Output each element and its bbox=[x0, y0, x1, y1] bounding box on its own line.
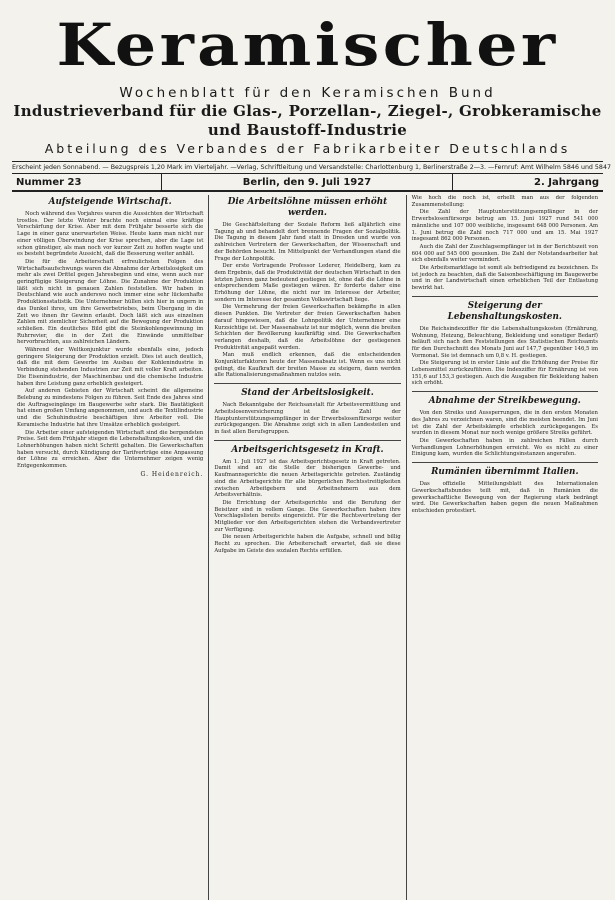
article-divider bbox=[412, 462, 598, 463]
article-divider bbox=[412, 391, 598, 392]
article-heading: Abnahme der Streikbewegung. bbox=[428, 396, 581, 407]
article-divider bbox=[214, 440, 400, 441]
article-heading: Steigerung der Lebenshaltungskosten. bbox=[447, 300, 562, 322]
article-heading: Stand der Arbeitslosigkeit. bbox=[241, 388, 374, 399]
article-paragraph: Die Arbeiter einer aufsteigenden Wirtschaft sind die bergendsten Preise. Seit dem Frühjahr stiegen die Lebenshaltungskosten, und die Lohnerhöhungen haben nicht Schritt gehalten. Die Gewerkschaften haben versucht, durch Kündigung der Tarifverträge eine Anpassung der Löhne zu erreichen. Aber die Unternehmer zeigen wenig Entgegenkommen. bbox=[17, 429, 204, 470]
article-columns bbox=[12, 195, 603, 900]
article-paragraph: Noch während des Vorjahres waren die Aussichten der Wirtschaft trostlos. Der letzte Winter brachte noch einmal eine kräftige Verschärfung der Krise. Aber mit dem Frühjahr besserte sich die Lage in einer ganz unerwarteten Weise. Heute kann man nicht nur einer völligen Überwindung der Krise sprechen, aber die Lage ist schon günstiger, als man noch vor kurzer Zeit zu hoffen wagte und es besteht begründete Aussicht, daß die Besserung weiter anhält. bbox=[17, 211, 204, 258]
issue-number: Nummer 23 bbox=[12, 174, 162, 190]
article-signature: G. Heidenreich. bbox=[140, 470, 204, 478]
article-paragraph: Von den Streiks und Aussperrungen, die in den ersten Monaten des Jahres zu verzeichnen waren, sind die meisten beendet. Im Juni ist die Zahl der Arbeitskämpfe erheblich zurückgegangen. Es wurden in diesem Monat nur noch wenige größere Streiks geführt. bbox=[411, 410, 598, 437]
article-heading: Die Arbeitslöhne müssen erhöht werden. bbox=[227, 197, 388, 218]
article-heading: Aufsteigende Wirtschaft. bbox=[48, 197, 172, 207]
article-paragraph: Die Arbeitsmarktlage ist somit als befriedigend zu bezeichnen. Es ist jedoch zu beachten, daß die Saisonbeschäftigung im Baugewerbe und in der Landwirtschaft einen erheblichen Teil der Entlastung bewirkt hat. bbox=[411, 265, 598, 292]
column-2 bbox=[208, 195, 405, 900]
issue-bar bbox=[12, 174, 603, 192]
article-paragraph: Am 1. Juli 1927 ist das Arbeitsgerichtsgesetz in Kraft getreten. Damit sind an die Stelle der bisherigen Gewerbe- und Kaufmannsgerichte die neuen Arbeitsgerichte getreten. Zuständig sind die Arbeitsgerichte für alle bürgerlichen Rechtsstreitigkeiten zwischen Arbeitgebern und Arbeitnehmern aus dem Arbeitsverhältnis. bbox=[214, 458, 401, 499]
publisher-address: Verlag, Schriftleitung und Versandstelle: Charlottenburg 1, Berlinerstraße 2—3. — bbox=[236, 164, 495, 171]
masthead-title: Keramischer bbox=[56, 11, 559, 79]
column-3 bbox=[406, 195, 603, 900]
article-paragraph: Die Steigerung ist in erster Linie auf die Erhöhung der Preise für Lebensmittel zurückzuführen. Die Indexziffer für Ernährung ist von 151,6 auf 153,3 gestiegen. Auch die Ausgaben für Bekleidung haben sich erhöht. bbox=[411, 360, 598, 387]
masthead bbox=[12, 10, 603, 82]
article-paragraph: Man muß endlich erkennen, daß die entscheidenden Konjunkturfaktoren heute der Massenabsatz ist. Wenn es uns nicht gelingt, die Kaufkraft der breiten Masse zu steigern, dann werden alle Rationalisierungsmaßnahmen nutzlos sein. bbox=[214, 352, 401, 379]
publication-schedule: Erscheint jeden Sonnabend. — Bezugspreis 1,20 Mark im Vierteljahr. — bbox=[12, 164, 237, 171]
article-divider bbox=[412, 296, 598, 297]
article-paragraph: Die für die Arbeiterschaft erfreulichsten Folgen des Wirtschaftsaufschwungs waren die Abnahme der Arbeitslosigkeit um mehr als zwei Drittel gegen Jahresbeginn und eine, wenn auch nur geringfügige Steigerung der Löhne. Die Zunahme der Produktion läßt sich nicht in genauen Zahlen feststellen. Wir haben in Deutschland wie auch anderswo noch immer eine sehr lückenhafte Produktionsstatistik. Die Unternehmer hüllen sich hier in ungern in das Dunkel ihres, um ihre Gewerbetriebes, beim Übergang in die Zeit wo ihnen ihr Gewinn erlaubt. Doch läßt sich aus einzelnen Zahlen mit ziemlicher Sicherheit auf die Bewegung der Produktion schließen. Ein deutliches Bild gibt die Steinkohlengewinnung im Ruhrrevier, die in der Zeit die Einwände unmittelbar hervorbrachten, aus zahlreichen Ländern. bbox=[17, 258, 204, 346]
article-paragraph: Die neuen Arbeitsgerichte haben die Aufgabe, schnell und billig Recht zu sprechen. Die Arbeiterschaft erwartet, daß sie diese Aufgabe im Geiste des sozialen Rechts erfüllen. bbox=[214, 534, 401, 554]
column-1 bbox=[12, 195, 208, 900]
article-paragraph: Die Gewerkschaften haben in zahlreichen Fällen durch Verhandlungen Lohnerhöhungen erreicht. Wo es nicht zu einer Einigung kam, wurden die Schlichtungsinstanzen angerufen. bbox=[411, 437, 598, 458]
article-divider bbox=[214, 383, 400, 384]
article-paragraph: Die Errichtung der Arbeitsgerichte und die Berufung der Beisitzer sind in vollem Gange. Die Gewerkschaften haben ihre Vorschlagslisten bereits eingereicht. Für die Rechtsvertretung der Mitglieder vor den Arbeitsgerichten stehen die Verbandsvertreter zur Verfügung. bbox=[214, 499, 401, 533]
federation-line: Industrieverband für die Glas-, Porzellan-, Ziegel-, Grobkeramische und Baustoff-Industrie bbox=[13, 102, 602, 139]
phone-number: Fernruf: Amt Wilhelm 5846 und 5847 bbox=[494, 164, 611, 171]
article-heading: Rumänien übernimmt Italien. bbox=[431, 467, 579, 478]
article-paragraph: Das offizielle Mitteilungsblatt des Internationalen Gewerkschaftsbundes teilt mit, daß in Rumänien die gewerkschaftliche Bewegung von der Regierung stark bedrängt wird. Die Gewerkschaften haben gegen die neuen Maßnahmen entschieden protestiert. bbox=[411, 481, 598, 514]
federation-subline: Abteilung des Verbandes der Fabrikarbeiter Deutschlands bbox=[44, 141, 571, 156]
article-paragraph: Die Zahl der Hauptunterstützungsempfänger in der Erwerbslosenfürsorge betrug am 15. Juni 1927 rund 541 000 männliche und 107 000 weibliche, insgesamt 648 000 Personen. Am 1. Juni betrug die Zahl noch 717 000 und am 15. Mai 1927 insgesamt 862 000 Personen. bbox=[411, 209, 598, 243]
article-paragraph: Die Geschäftsleitung der Soziale Reform ließ alljährlich eine Tagung ab und behandelt dort brennende Fragen der Sozialpolitik. Die Tagung in diesem Jahr fand statt in Dresden und wurde von zahlreichen Vertretern der Gewerkschaften, der Wissenschaft und der Behörden besucht. Im Mittelpunkt der Verhandlungen stand die Frage der Lohnpolitik. bbox=[214, 222, 401, 262]
article-paragraph: Die Reichsindexziffer für die Lebenshaltungskosten (Ernährung, Wohnung, Heizung, Beleuchtung, Bekleidung und sonstiger Bedarf) beläuft sich nach den Feststellungen des Statistischen Reichsamts für den Durchschnitt des Monats Juni auf 147,7 gegenüber 146,5 im Vormonat. Sie ist demnach um 0,8 v. H. gestiegen. bbox=[411, 325, 598, 359]
issue-date: Berlin, den 9. Juli 1927 bbox=[162, 174, 453, 190]
publication-info-bar bbox=[12, 161, 611, 174]
masthead-subtitle: Wochenblatt für den Keramischen Bund bbox=[119, 85, 496, 101]
article-paragraph: Auch die Zahl der Zuschlagsempfänger ist in der Berichtszeit von 604 000 auf 545 000 gesunken. Die Zahl der Notstandsarbeiter hat sich ebenfalls weiter vermindert. bbox=[411, 243, 598, 264]
article-paragraph: Die Vermehrung der freien Gewerkschaften bekämpfte in allen diesen Punkten. Die Vertreter der freien Gewerkschaften haben darauf hingewiesen, daß die Lohnpolitik der Unternehmer eine Kurzsichtige ist. Der Massenabsatz ist nur möglich, wenn die breiten Schichten der Bevölkerung kaufkräftig sind. Die Gewerkschaften verlangen deshalb, daß die Arbeitslöhne der gestiegenen Produktivität angepaßt werden. bbox=[214, 304, 401, 351]
article-paragraph: Auf anderen Gebieten der Wirtschaft scheint die allgemeine Belebung zu mindestens Folgen zu führen. Seit Ende des Jahres sind die Auftragseingänge im Baugewerbe sehr stark. Die Bautätigkeit hat einen großen Umfang angenommen, und auch die Textilindustrie und die Schuhindustrie beschäftigen ihre Arbeiter voll. Die Keramische Industrie hat ihre Umsätze erheblich gesteigert. bbox=[17, 388, 204, 428]
article-paragraph: Der erste Vortragende Professor Lederer, Heidelberg, kam zu dem Ergebnis, daß die Produktivität der deutschen Wirtschaft in den letzten Jahren ganz bedeutend gestiegen ist, ohne daß die Löhne in entsprechendem Maße gestiegen wären. Er forderte daher eine Erhöhung der Löhne, die nicht nur im Interesse der Arbeiter, sondern im Interesse der gesamten Volkswirtschaft liege. bbox=[214, 263, 401, 303]
issue-volume: 2. Jahrgang bbox=[534, 176, 599, 188]
article-paragraph: Wie hoch die noch ist, erhellt man aus der folgenden Zusammenstellung: bbox=[411, 195, 598, 208]
article-paragraph: Während der Weltkonjunktur wurde ebenfalls eine, jedoch geringere Steigerung der Produktion erzielt. Dies ist auch deutlich, daß die mit dem Gewerbe im Ausbau der Kohlenindustrie in Verbindung stehenden Industrien zur Zeit mit voller Kraft arbeiten. Die Eisenindustrie, der Maschinenbau und die chemische Industrie haben ihre Leistung ganz erheblich gesteigert. bbox=[17, 347, 204, 387]
article-paragraph: Nach Bekanntgabe der Reichsanstalt für Arbeitsvermittlung und Arbeitslosenversicherung ist die Zahl der Hauptunterstützungsempfänger in der Erwerbslosenfürsorge weiter zurückgegangen. Die Abnahme zeigt sich in allen Landesteilen und in fast allen Berufsgruppen. bbox=[214, 402, 401, 435]
article-heading: Arbeitsgerichtsgesetz in Kraft. bbox=[231, 444, 384, 455]
